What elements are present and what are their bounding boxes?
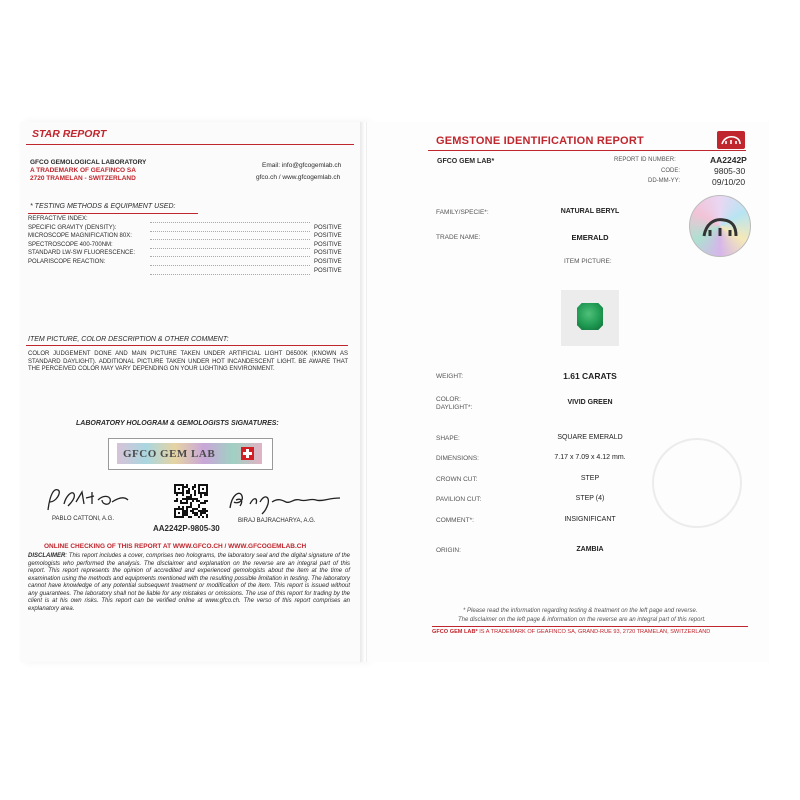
color-value: VIVID GREEN xyxy=(567,399,613,406)
report-code: AA2242P-9805-30 xyxy=(153,524,220,533)
item-picture-label: ITEM PICTURE: xyxy=(564,258,612,265)
comment-value: INSIGNIFICANT xyxy=(564,516,616,523)
crown-label: CROWN CUT: xyxy=(436,476,478,483)
disclaimer-label: DISCLAIMER xyxy=(28,553,66,559)
test-leader xyxy=(150,256,310,257)
test-leader xyxy=(150,265,310,266)
disclaimer xyxy=(28,553,350,613)
test-name: STANDARD LW-SW FLUORESCENCE: xyxy=(28,250,136,257)
test-leader xyxy=(150,222,310,223)
hologram-frame xyxy=(108,438,273,470)
testing-heading: * TESTING METHODS & EQUIPMENT USED: xyxy=(30,203,176,210)
test-result: POSITIVE xyxy=(314,224,342,231)
date-label: DD-MM-YY: xyxy=(648,178,680,184)
footer-text: IS A TRADEMARK OF GEAFINCO SA, GRAND-RUE 93, 2720 TRAMELAN, SWITZERLAND xyxy=(477,629,711,635)
picture-heading: ITEM PICTURE, COLOR DESCRIPTION & OTHER COMMENT: xyxy=(28,336,229,343)
daylight-label: DAYLIGHT*: xyxy=(436,404,473,411)
footnote-2: The disclaimer on the left page & information on the reverse are an integral part of this report. xyxy=(458,617,706,623)
emerald-stone xyxy=(577,303,603,330)
signer-1-name: PABLO CATTONI, A.G. xyxy=(52,516,115,522)
star-report-title: STAR REPORT xyxy=(32,128,107,140)
weight-value: 1.61 CARATS xyxy=(563,371,617,381)
trade-label: TRADE NAME: xyxy=(436,234,481,241)
lab-trademark: A TRADEMARK OF GEAFINCO SA xyxy=(30,167,136,174)
dimensions-value: 7.17 x 7.09 x 4.12 mm. xyxy=(554,454,626,461)
qr-code[interactable] xyxy=(174,484,208,518)
origin-value: ZAMBIA xyxy=(576,546,604,553)
code-label: CODE: xyxy=(661,168,681,174)
gem-lab-name: GFCO GEM LAB* xyxy=(437,158,495,165)
disclaimer-text: : This report includes a cover, comprises two holograms, the laboratory seal and the digital signature of the gemologists who performed the analysis. The disclaimer and explanation on the reverse are an integral part of this report. This report represents the opinion of accredited and experienced gemologists about the item at the time of examination using the methods and equipments mentioned with the resulting possible limitation in testing. The laboratory cannot have knowledge of any potential subsequent treatment or modification of the item. This report is issued without any guarantees. The laboratory shall not be liable for any mistakes or omissions. The use of this report for trading by the client is at his own risks. This report can be verified online at www.gfco.ch. The verso of this report comprises an explanatory area. xyxy=(28,553,350,612)
pavilion-label: PAVILION CUT: xyxy=(436,496,482,503)
test-result: POSITIVE xyxy=(314,250,342,257)
test-leader xyxy=(150,274,310,275)
code-value: 9805-30 xyxy=(714,166,746,176)
shape-value: SQUARE EMERALD xyxy=(557,434,623,441)
test-name: SPECIFIC GRAVITY (DENSITY): xyxy=(28,224,117,231)
color-label: COLOR: xyxy=(436,396,461,403)
family-label: FAMILY/SPECIE*: xyxy=(436,209,489,216)
test-result: POSITIVE xyxy=(314,233,342,240)
left-title-rule xyxy=(26,144,354,145)
picture-text: COLOR JUDGEMENT DONE AND MAIN PICTURE TAKEN UNDER ARTIFICIAL LIGHT D6500K (KNOWN AS STANDARD DAYLIGHT). ADDITIONAL PICTURE TAKEN UNDER HOT INCANDESCENT LIGHT. BE AWARE THAT THE PERCEIVED COLOR MAY VARY DEPENDING ON YOUR LIGHTING ENVIRONMENT. xyxy=(28,351,348,372)
signature-1 xyxy=(42,484,132,514)
footer-brand: GFCO GEM LAB* xyxy=(432,629,478,635)
test-leader xyxy=(150,248,310,249)
comment-label: COMMENT*: xyxy=(436,517,474,524)
report-id-label: REPORT ID NUMBER: xyxy=(614,157,676,163)
test-name: POLARISCOPE REACTION: xyxy=(28,259,106,265)
lab-name: GFCO GEMOLOGICAL LABORATORY xyxy=(30,159,147,166)
origin-label: ORIGIN: xyxy=(436,547,461,554)
footer-rule xyxy=(432,626,748,627)
family-value: NATURAL BERYL xyxy=(560,208,620,215)
lab-websites[interactable]: gfco.ch / www.gfcogemlab.ch xyxy=(256,174,341,181)
trade-value: EMERALD xyxy=(571,233,609,242)
test-name: REFRACTIVE INDEX: xyxy=(28,216,88,222)
test-name: SPECTROSCOPE 400-700NM: xyxy=(28,241,113,248)
picture-rule xyxy=(26,345,348,346)
shape-label: SHAPE: xyxy=(436,435,460,442)
dimensions-label: DIMENSIONS: xyxy=(436,455,479,462)
signature-2 xyxy=(224,486,344,516)
embossed-seal xyxy=(652,438,742,528)
item-picture xyxy=(561,290,619,346)
hologram-heading: LABORATORY HOLOGRAM & GEMOLOGISTS SIGNATURES: xyxy=(76,420,279,427)
testing-rule xyxy=(28,213,198,214)
footer-line xyxy=(432,629,710,635)
hologram-seal-icon xyxy=(689,195,751,257)
report-id: AA2242P xyxy=(710,155,747,165)
right-title-rule xyxy=(428,150,746,151)
lab-address: 2720 TRAMELAN - SWITZERLAND xyxy=(30,175,136,182)
test-leader xyxy=(150,239,310,240)
test-result: POSITIVE xyxy=(314,267,342,274)
footnote-1: * Please read the information regarding testing & treatment on the left page and reverse. xyxy=(463,608,698,614)
weight-label: WEIGHT: xyxy=(436,373,464,380)
test-name: MICROSCOPE MAGNIFICATION 80X: xyxy=(28,233,132,240)
swiss-flag-icon xyxy=(241,447,254,460)
lab-logo-icon xyxy=(717,131,745,149)
signer-2-name: BIRAJ BAJRACHARYA, A.G. xyxy=(238,518,316,524)
report-title: GEMSTONE IDENTIFICATION REPORT xyxy=(436,135,644,147)
test-leader xyxy=(150,231,310,232)
crown-value: STEP xyxy=(580,475,600,482)
lab-email[interactable]: Email: info@gfcogemlab.ch xyxy=(262,162,342,169)
hologram-text: GFCO GEM LAB xyxy=(123,448,216,460)
pavilion-value: STEP (4) xyxy=(575,495,605,502)
online-check[interactable]: ONLINE CHECKING OF THIS REPORT AT WWW.GFCO.CH / WWW.GFCOGEMLAB.CH xyxy=(44,543,307,550)
test-result: POSITIVE xyxy=(314,241,342,248)
test-result: POSITIVE xyxy=(314,259,342,265)
date-value: 09/10/20 xyxy=(712,177,746,187)
